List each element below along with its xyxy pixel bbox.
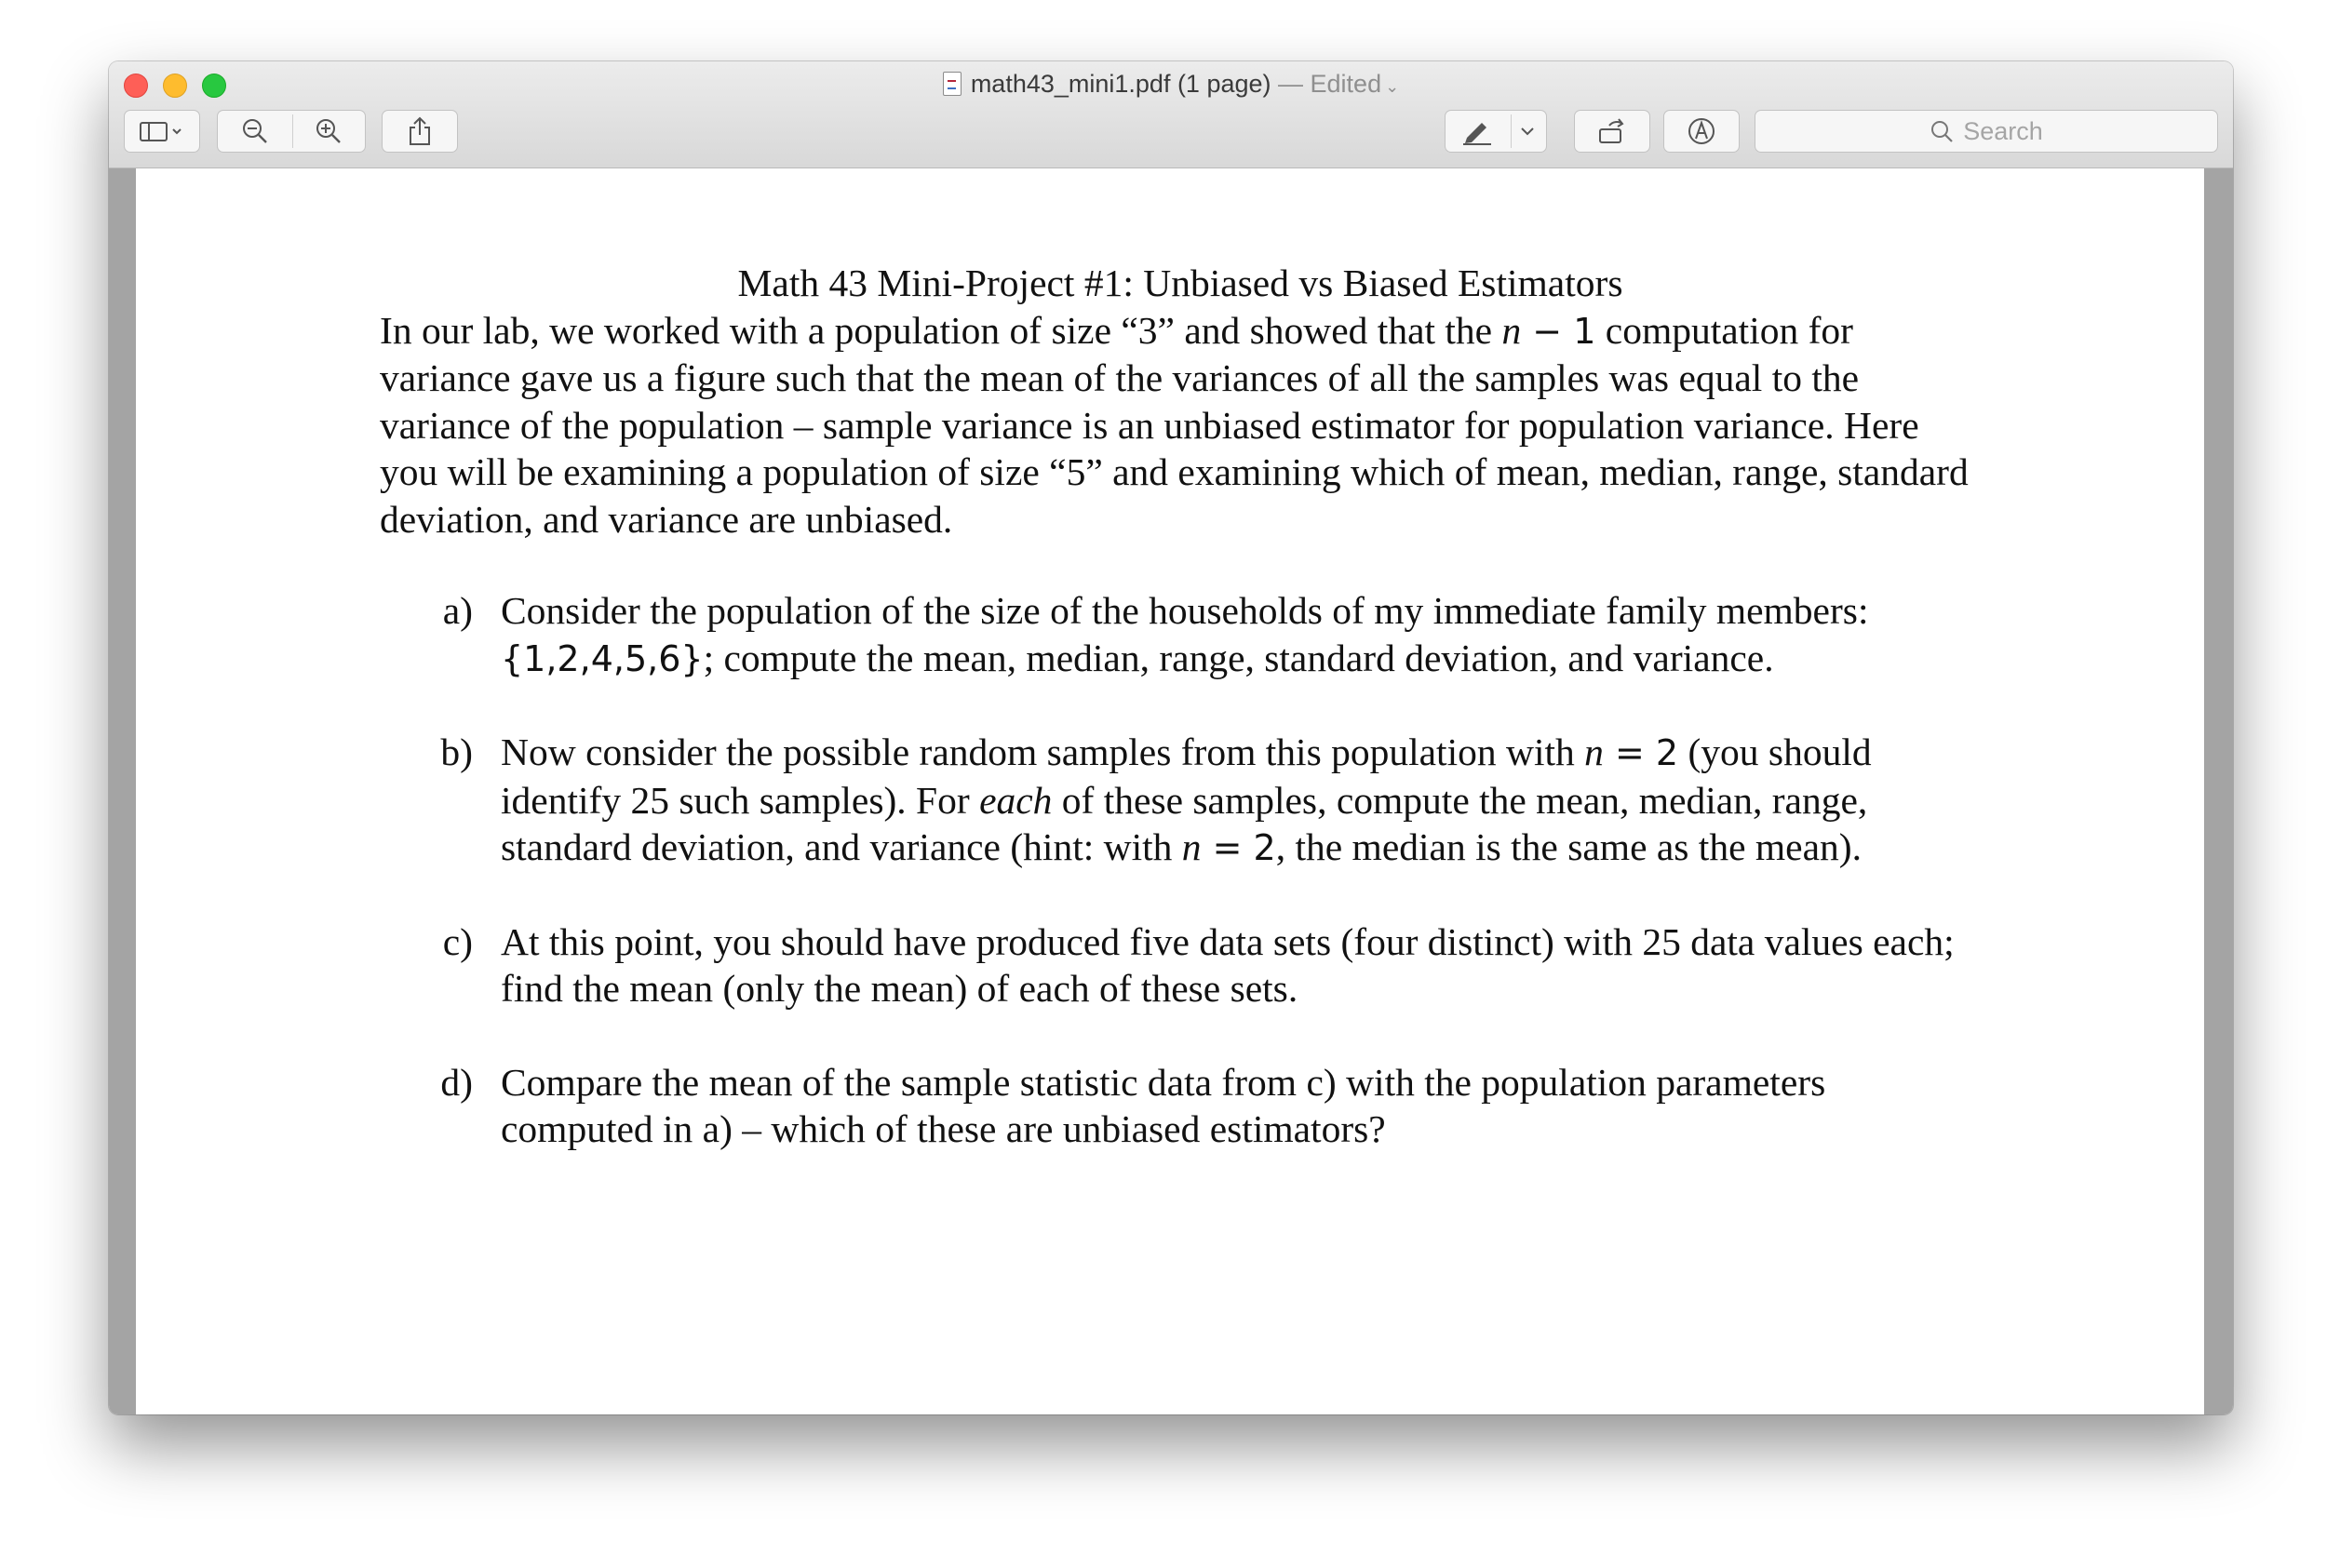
page-content: [380, 260, 1981, 1199]
document-title: Math 43 Mini-Project #1: Unbiased vs Biased Estimators: [737, 261, 1623, 304]
math-n: n: [1181, 825, 1202, 868]
math-n: n: [1501, 308, 1522, 352]
zoom-in-icon: [315, 117, 343, 145]
annotate-button[interactable]: [1663, 110, 1740, 153]
question-b-text: Now consider the possible random samples from this population with: [501, 730, 1585, 773]
question-item-d: [380, 1059, 1981, 1153]
window-filename: math43_mini1.pdf (1 page): [970, 70, 1271, 98]
math-minus: −: [1521, 310, 1574, 352]
edited-status: — Edited: [1278, 70, 1382, 98]
share-button[interactable]: [382, 110, 458, 153]
math-equals: =: [1201, 827, 1254, 868]
math-two: 2: [1253, 827, 1276, 868]
question-a-text: Consider the population of the size of the households of my immediate family members:: [501, 589, 1869, 632]
chevron-down-icon: [1520, 126, 1535, 137]
math-n: n: [1584, 730, 1604, 773]
search-field[interactable]: [1755, 110, 2218, 153]
markup-options-button[interactable]: [1510, 126, 1546, 137]
rotate-icon: [1596, 116, 1628, 146]
question-text: At this point, you should have produced five data sets (four distinct) with 25 data values each; find the mean (only the mean) of each of these sets.: [501, 919, 1955, 1010]
math-equals: =: [1603, 732, 1656, 773]
annotate-icon: [1687, 116, 1716, 146]
question-label: b): [440, 730, 473, 773]
markup-button-group: [1445, 110, 1547, 153]
intro-paragraph: [380, 307, 1981, 543]
chevron-down-icon: ⌄: [1385, 77, 1400, 96]
zoom-out-button[interactable]: [218, 117, 291, 145]
zoom-button-group: [217, 110, 366, 153]
math-one: 1: [1573, 310, 1596, 352]
question-a-text-continued: ; compute the mean, median, range, standard deviation, and variance.: [703, 636, 1774, 679]
sidebar-icon: [139, 120, 185, 142]
population-set: {1,2,4,5,6}: [501, 637, 704, 679]
question-text: [501, 587, 1981, 682]
question-text: [501, 729, 1981, 872]
question-b-text: (you should identify 25 such samples). For: [501, 730, 1872, 822]
window-title[interactable]: [109, 67, 2233, 103]
question-item-a: [380, 587, 1981, 682]
question-label: d): [440, 1060, 473, 1104]
question-item-b: [380, 729, 1981, 872]
sidebar-view-button[interactable]: [124, 110, 200, 153]
document-viewer[interactable]: [109, 168, 2233, 1414]
question-label: a): [442, 589, 473, 632]
preview-window: [109, 61, 2233, 1414]
share-icon: [407, 116, 433, 146]
question-list: [380, 587, 1981, 1153]
question-item-c: [380, 918, 1981, 1012]
pdf-document-icon: [943, 72, 962, 96]
search-placeholder: Search: [1963, 116, 2043, 145]
question-label: c): [442, 919, 473, 963]
zoom-in-button[interactable]: [291, 117, 365, 145]
rotate-button[interactable]: [1574, 110, 1650, 153]
title-bar: [109, 61, 2233, 168]
zoom-out-icon: [241, 117, 269, 145]
pdf-page[interactable]: [136, 168, 2204, 1414]
toolbar-divider: [1511, 114, 1512, 148]
emphasis-each: each: [979, 778, 1053, 822]
intro-text: In our lab, we worked with a population of size “3” and showed that the: [380, 308, 1502, 352]
question-b-text: , the median is the same as the mean).: [1275, 825, 1862, 868]
markup-pen-icon: [1461, 117, 1493, 145]
question-b-text: of these samples, compute the mean, median, range, standard deviation, and variance (hint: with: [501, 778, 1868, 868]
toolbar-divider: [292, 114, 293, 148]
intro-text-continued: computation for variance gave us a figure such that the mean of the variances of all the samples was equal to the variance of the population – sample variance is an unbiased estimator for population variance. Here you will be examining a population of size “5” and examining which of mean, median, range, standard deviation, and variance are unbiased.: [380, 308, 1969, 541]
markup-button[interactable]: [1446, 117, 1510, 145]
math-two: 2: [1655, 732, 1679, 773]
question-text: Compare the mean of the sample statistic data from c) with the population parameters computed in a) – which of these are unbiased estimators?: [501, 1060, 1826, 1150]
search-icon: [1930, 119, 1954, 143]
